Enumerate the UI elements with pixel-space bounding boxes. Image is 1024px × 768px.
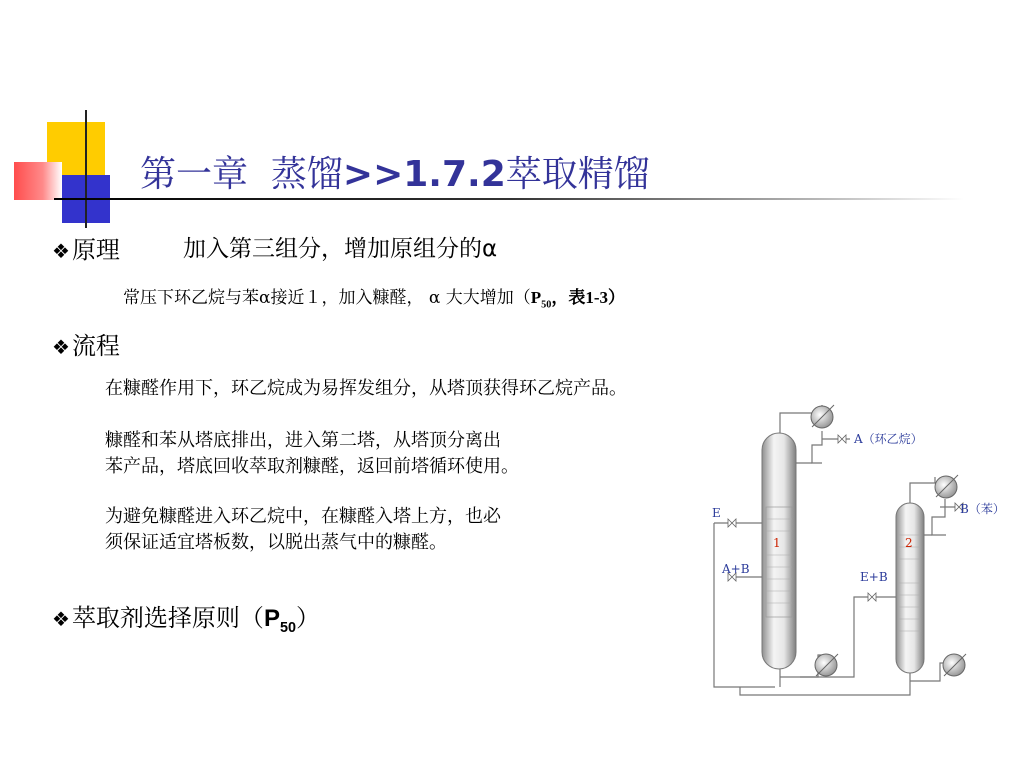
paragraph-line: 糠醛和苯从塔底排出，进入第二塔，从塔顶分离出 xyxy=(105,430,501,451)
diamond-bullet-icon: ❖ xyxy=(52,239,70,263)
stream-e-label: E xyxy=(712,506,721,520)
bullet-label: 原理 xyxy=(71,236,120,264)
stream-b-label: B（苯） xyxy=(960,502,1005,516)
note-text: 常压下环乙烷与苯α接近１，加入糠醛， α 大大增加（ xyxy=(123,288,531,308)
column-1 xyxy=(762,433,796,669)
title-underline xyxy=(54,198,964,200)
note-ref-sub: 50 xyxy=(541,299,552,311)
reboiler-2-icon xyxy=(943,654,965,676)
process-paragraph-1 xyxy=(105,374,627,400)
column-1-label: 1 xyxy=(773,536,781,550)
page-ref-sub: 50 xyxy=(279,619,296,636)
title-topic: 萃取精馏 xyxy=(505,154,650,195)
bullet-tail: ） xyxy=(295,604,320,632)
bullet-selection-principle xyxy=(52,598,320,636)
page-ref: P xyxy=(263,605,280,632)
extractive-distillation-diagram xyxy=(700,395,1010,715)
note-ref-tail: ，表1-3） xyxy=(551,288,626,307)
valve-icon xyxy=(868,593,876,601)
decor-red-bar xyxy=(14,162,62,200)
decor-vertical-line xyxy=(85,110,87,228)
paragraph-line: 在糠醛作用下，环乙烷成为易挥发组分，从塔顶获得环乙烷产品。 xyxy=(105,378,627,399)
paragraph-line: 苯产品，塔底回收萃取剂糠醛，返回前塔循环使用。 xyxy=(105,456,519,477)
bullet-principle xyxy=(52,230,120,265)
note-ref: P xyxy=(530,288,542,307)
diamond-bullet-icon: ❖ xyxy=(52,335,70,359)
process-paragraph-3 xyxy=(105,504,501,556)
title-section: 蒸馏 xyxy=(270,154,343,195)
principle-note xyxy=(123,283,625,310)
column-2 xyxy=(896,503,924,673)
valve-icon xyxy=(728,519,736,527)
process-paragraph-2 xyxy=(105,428,519,480)
bullet-process xyxy=(52,326,120,361)
stream-a-label: A（环乙烷） xyxy=(854,432,923,446)
paragraph-line: 为避免糠醛进入环乙烷中，在糠醛入塔上方，也必 xyxy=(105,506,501,527)
stream-ab-label: A+B xyxy=(722,562,750,576)
principle-description: 加入第三组分，增加原组分的α xyxy=(183,236,498,262)
bullet-label: 流程 xyxy=(71,332,120,360)
diamond-bullet-icon: ❖ xyxy=(52,607,70,631)
reboiler-1-icon xyxy=(815,654,837,676)
stream-eb-label: E+B xyxy=(860,570,888,584)
bullet-label: 萃取剂选择原则（ xyxy=(71,604,264,632)
column-2-label: 2 xyxy=(905,536,913,550)
paragraph-line: 须保证适宜塔板数，以脱出蒸气中的糠醛。 xyxy=(105,532,447,553)
title-chapter: 第一章 xyxy=(140,154,249,195)
valve-icon xyxy=(838,435,846,443)
title-section-number: >>1.7.2 xyxy=(342,154,506,195)
page-title xyxy=(140,146,650,197)
